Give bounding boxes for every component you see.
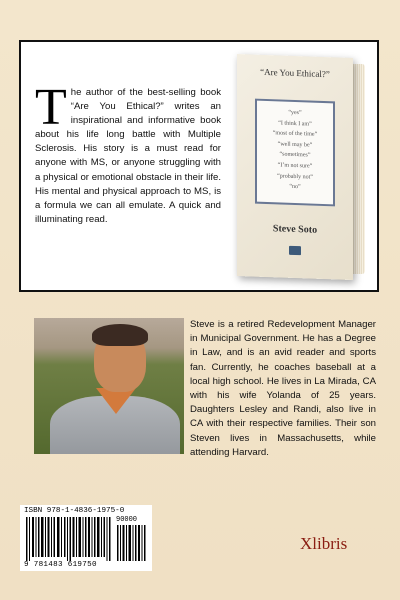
isbn-text: ISBN 978-1-4836-1975-0 <box>24 507 125 515</box>
isbn-barcode <box>20 505 152 571</box>
barcode-bars <box>24 517 148 561</box>
price-addon: 90000 <box>116 516 138 524</box>
book-author: Steve Soto <box>272 223 318 236</box>
book-blurb <box>35 79 221 227</box>
book-title: “Are You Ethical?” <box>260 66 330 80</box>
book-pages <box>351 64 365 274</box>
box-line: “most of the time” <box>272 130 318 138</box>
author-photo <box>34 318 184 454</box>
book-answer-box <box>255 99 335 207</box>
box-line: “yes” <box>288 109 302 117</box>
blurb-text: he author of the best-selling book “Are You Ethical?” writes an inspirational and informative book about his life long battle with Multiple Sclerosis. His story is a must read for anyone with MS, or anyone struggling with a physical or emotional obstacle in their life. His mental and physical approach to MS, is a formula we can all emulate. A quick and illuminating read. <box>35 87 221 225</box>
book-cover-image <box>237 56 365 281</box>
blurb-dropcap: T <box>35 79 67 136</box>
box-line: “well may be” <box>277 141 313 149</box>
box-line: “sometimes” <box>279 151 311 159</box>
box-line: “probably not” <box>277 172 313 181</box>
top-panel <box>19 40 379 292</box>
barcode-number: 9 781483 619750 <box>24 561 97 569</box>
book-front <box>237 54 353 280</box>
publisher-logo: Xlibris <box>300 534 348 553</box>
box-line: “I’m not sure” <box>277 162 313 170</box>
box-line: “no” <box>289 183 301 191</box>
author-bio: Steve is a retired Redevelopment Manager in Municipal Government. He has a Degree in Law, and is an avid reader and sports fan. Currently, he coaches baseball at a local high school. He lives in La Mirada, CA with his wife Yolanda of 25 years. Daughters Lesley and Randi, also live in CA with their respective families. Their son Steven lives in Massachusetts, while attending Harvard. <box>190 319 376 458</box>
box-line: “I think I am” <box>278 120 312 128</box>
publisher-logo-icon <box>289 246 301 255</box>
photo-hair <box>92 324 148 346</box>
